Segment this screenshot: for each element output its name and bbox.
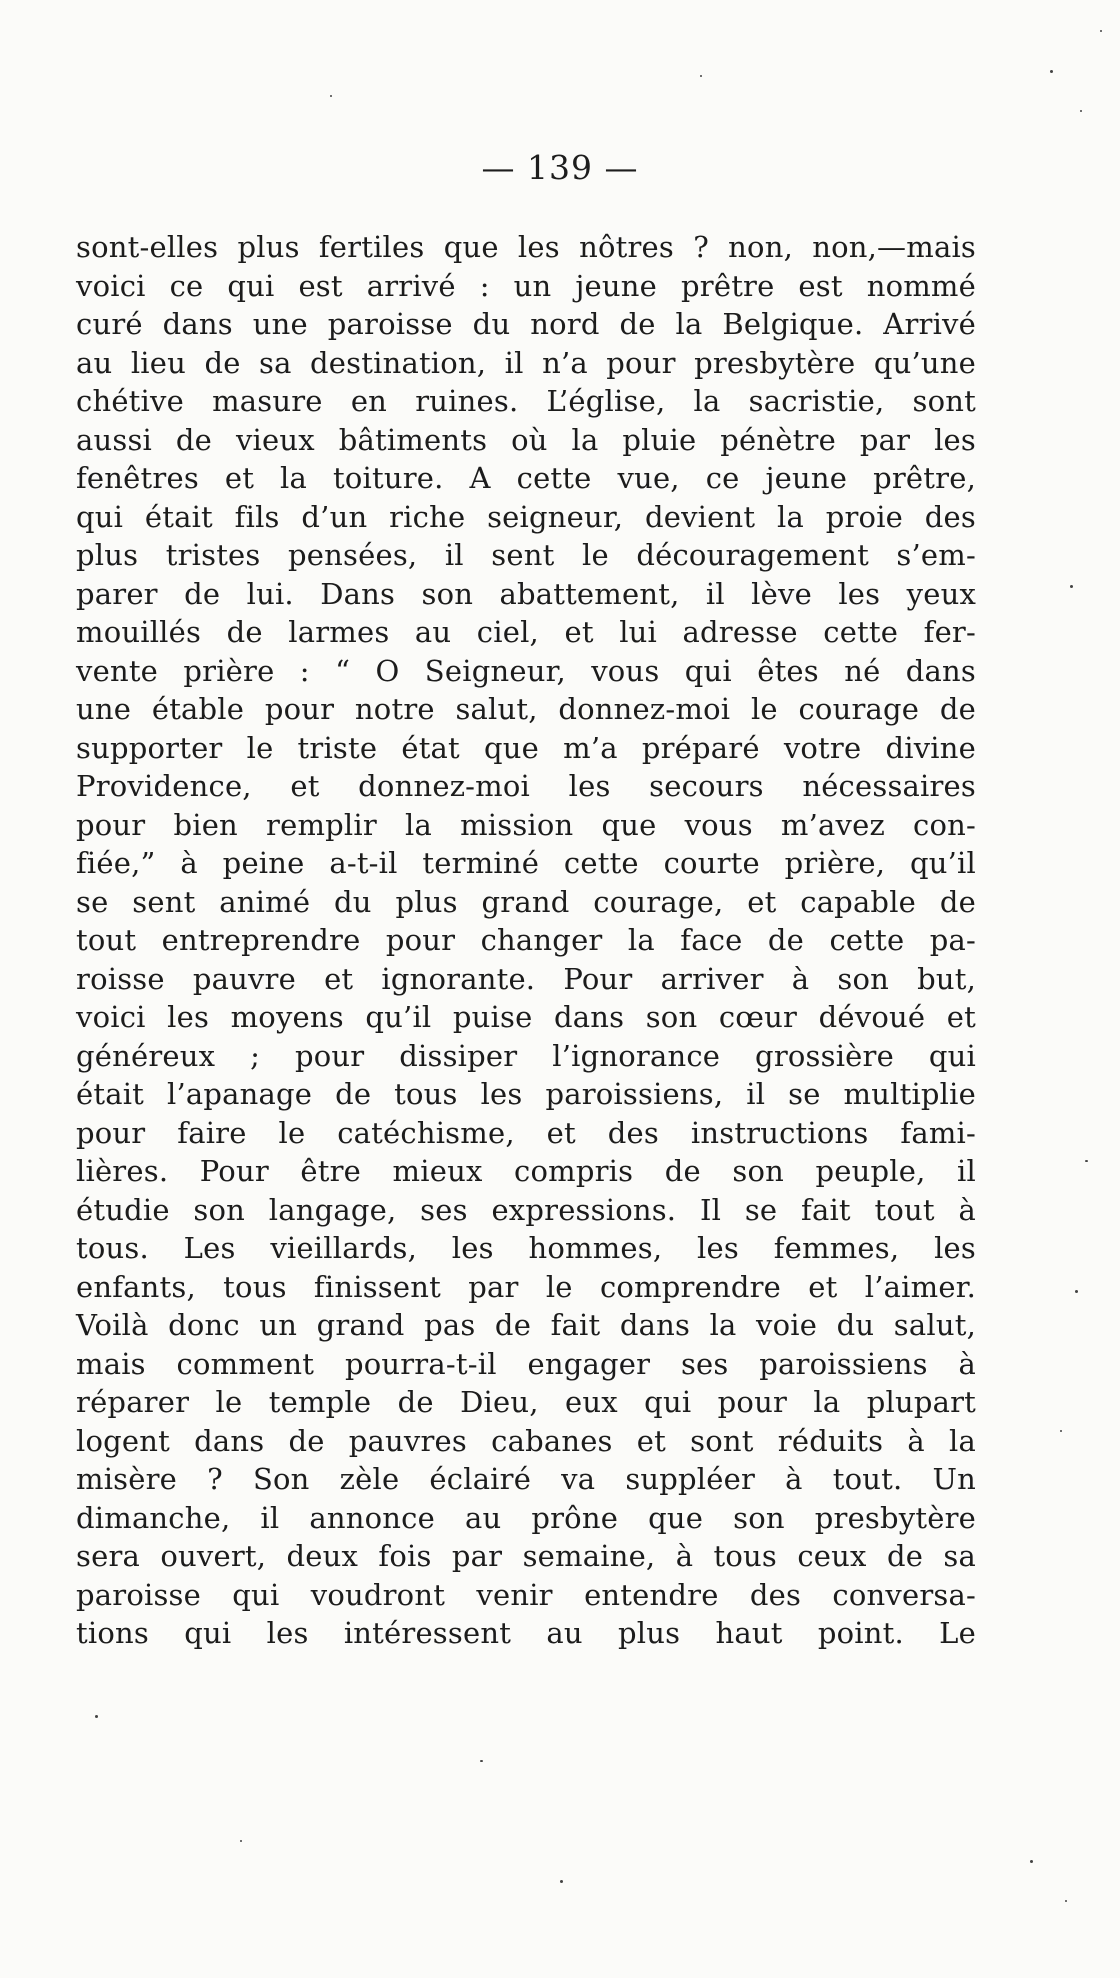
text-line: enfants, tous finissent par le comprendre et l’aimer. [76,1269,976,1304]
text-line: Voilà donc un grand pas de fait dans la voie du salut, [76,1308,976,1342]
text-line: fiée,” à peine a-t-il terminé cette courte prière, qu’il [76,846,976,880]
text-line: lières. Pour être mieux compris de son peuple, il [76,1154,976,1188]
text-line: supporter le triste état que m’a préparé votre divine [76,730,976,765]
text-line: fenêtres et la toiture. A cette vue, ce jeune prêtre, [76,461,976,495]
text-line: mais comment pourra-t-il engager ses paroissiens à [76,1346,976,1381]
page-number: — 139 — [481,148,639,187]
speck [560,1880,563,1883]
text-line: pour faire le catéchisme, et des instructions fami- [76,1115,976,1150]
speck [480,1760,483,1762]
text-line: une étable pour notre salut, donnez-moi le courage de [76,692,976,726]
text-line: tous. Les vieillards, les hommes, les femmes, les [76,1231,976,1265]
speck [1030,1860,1033,1863]
text-line: étudie son langage, ses expressions. Il se fait tout à [76,1192,976,1227]
text-line: plus tristes pensées, il sent le découragement s’em- [76,538,976,572]
text-line: parer de lui. Dans son abattement, il lève les yeux [76,576,976,611]
speck [240,1840,242,1842]
speck [1050,70,1053,73]
speck [1075,1290,1078,1293]
text-line: était l’apanage de tous les paroissiens, il se multiplie [76,1077,976,1111]
text-line: aussi de vieux bâtiments où la pluie pénètre par les [76,422,976,457]
text-line: curé dans une paroisse du nord de la Belgique. Arrivé [76,307,976,341]
speck [1065,1900,1067,1902]
speck [330,95,332,97]
text-line: généreux ; pour dissiper l’ignorance grossière qui [76,1038,976,1073]
text-line: dimanche, il annonce au prône que son presbytère [76,1500,976,1535]
text-line: se sent animé du plus grand courage, et capable de [76,884,976,919]
speck [1080,110,1082,112]
text-line: tions qui les intéressent au plus haut point. Le [76,1616,976,1650]
text-line: roisse pauvre et ignorante. Pour arriver à son but, [76,961,976,996]
body-text [76,228,996,1653]
speck [1060,1430,1062,1432]
text-line: misère ? Son zèle éclairé va suppléer à tout. Un [76,1462,976,1496]
text-line: qui était fils d’un riche seigneur, devient la proie des [76,499,976,534]
text-line: sera ouvert, deux fois par semaine, à tous ceux de sa [76,1539,976,1573]
text-line: voici les moyens qu’il puise dans son cœur dévoué et [76,1000,976,1034]
text-line: tout entreprendre pour changer la face de cette pa- [76,923,976,957]
text-line: voici ce qui est arrivé : un jeune prêtre est nommé [76,268,976,303]
text-line: sont-elles plus fertiles que les nôtres ? non, non,—mais [76,230,976,264]
text-line: mouillés de larmes au ciel, et lui adresse cette fer- [76,615,976,649]
text-line: réparer le temple de Dieu, eux qui pour la plupart [76,1385,976,1419]
speck [1100,30,1102,32]
text-line: vente prière : “ O Seigneur, vous qui êtes né dans [76,653,976,688]
text-line: au lieu de sa destination, il n’a pour presbytère qu’une [76,345,976,380]
speck [95,1715,98,1718]
text-line: pour bien remplir la mission que vous m’avez con- [76,807,976,842]
text-line: chétive masure en ruines. L’église, la sacristie, sont [76,384,976,418]
text-line: logent dans de pauvres cabanes et sont réduits à la [76,1423,976,1458]
text-line: paroisse qui voudront venir entendre des conversa- [76,1577,976,1612]
text-line: Providence, et donnez-moi les secours nécessaires [76,769,976,803]
speck [1085,1160,1088,1162]
speck [700,75,702,77]
speck [1070,585,1073,588]
